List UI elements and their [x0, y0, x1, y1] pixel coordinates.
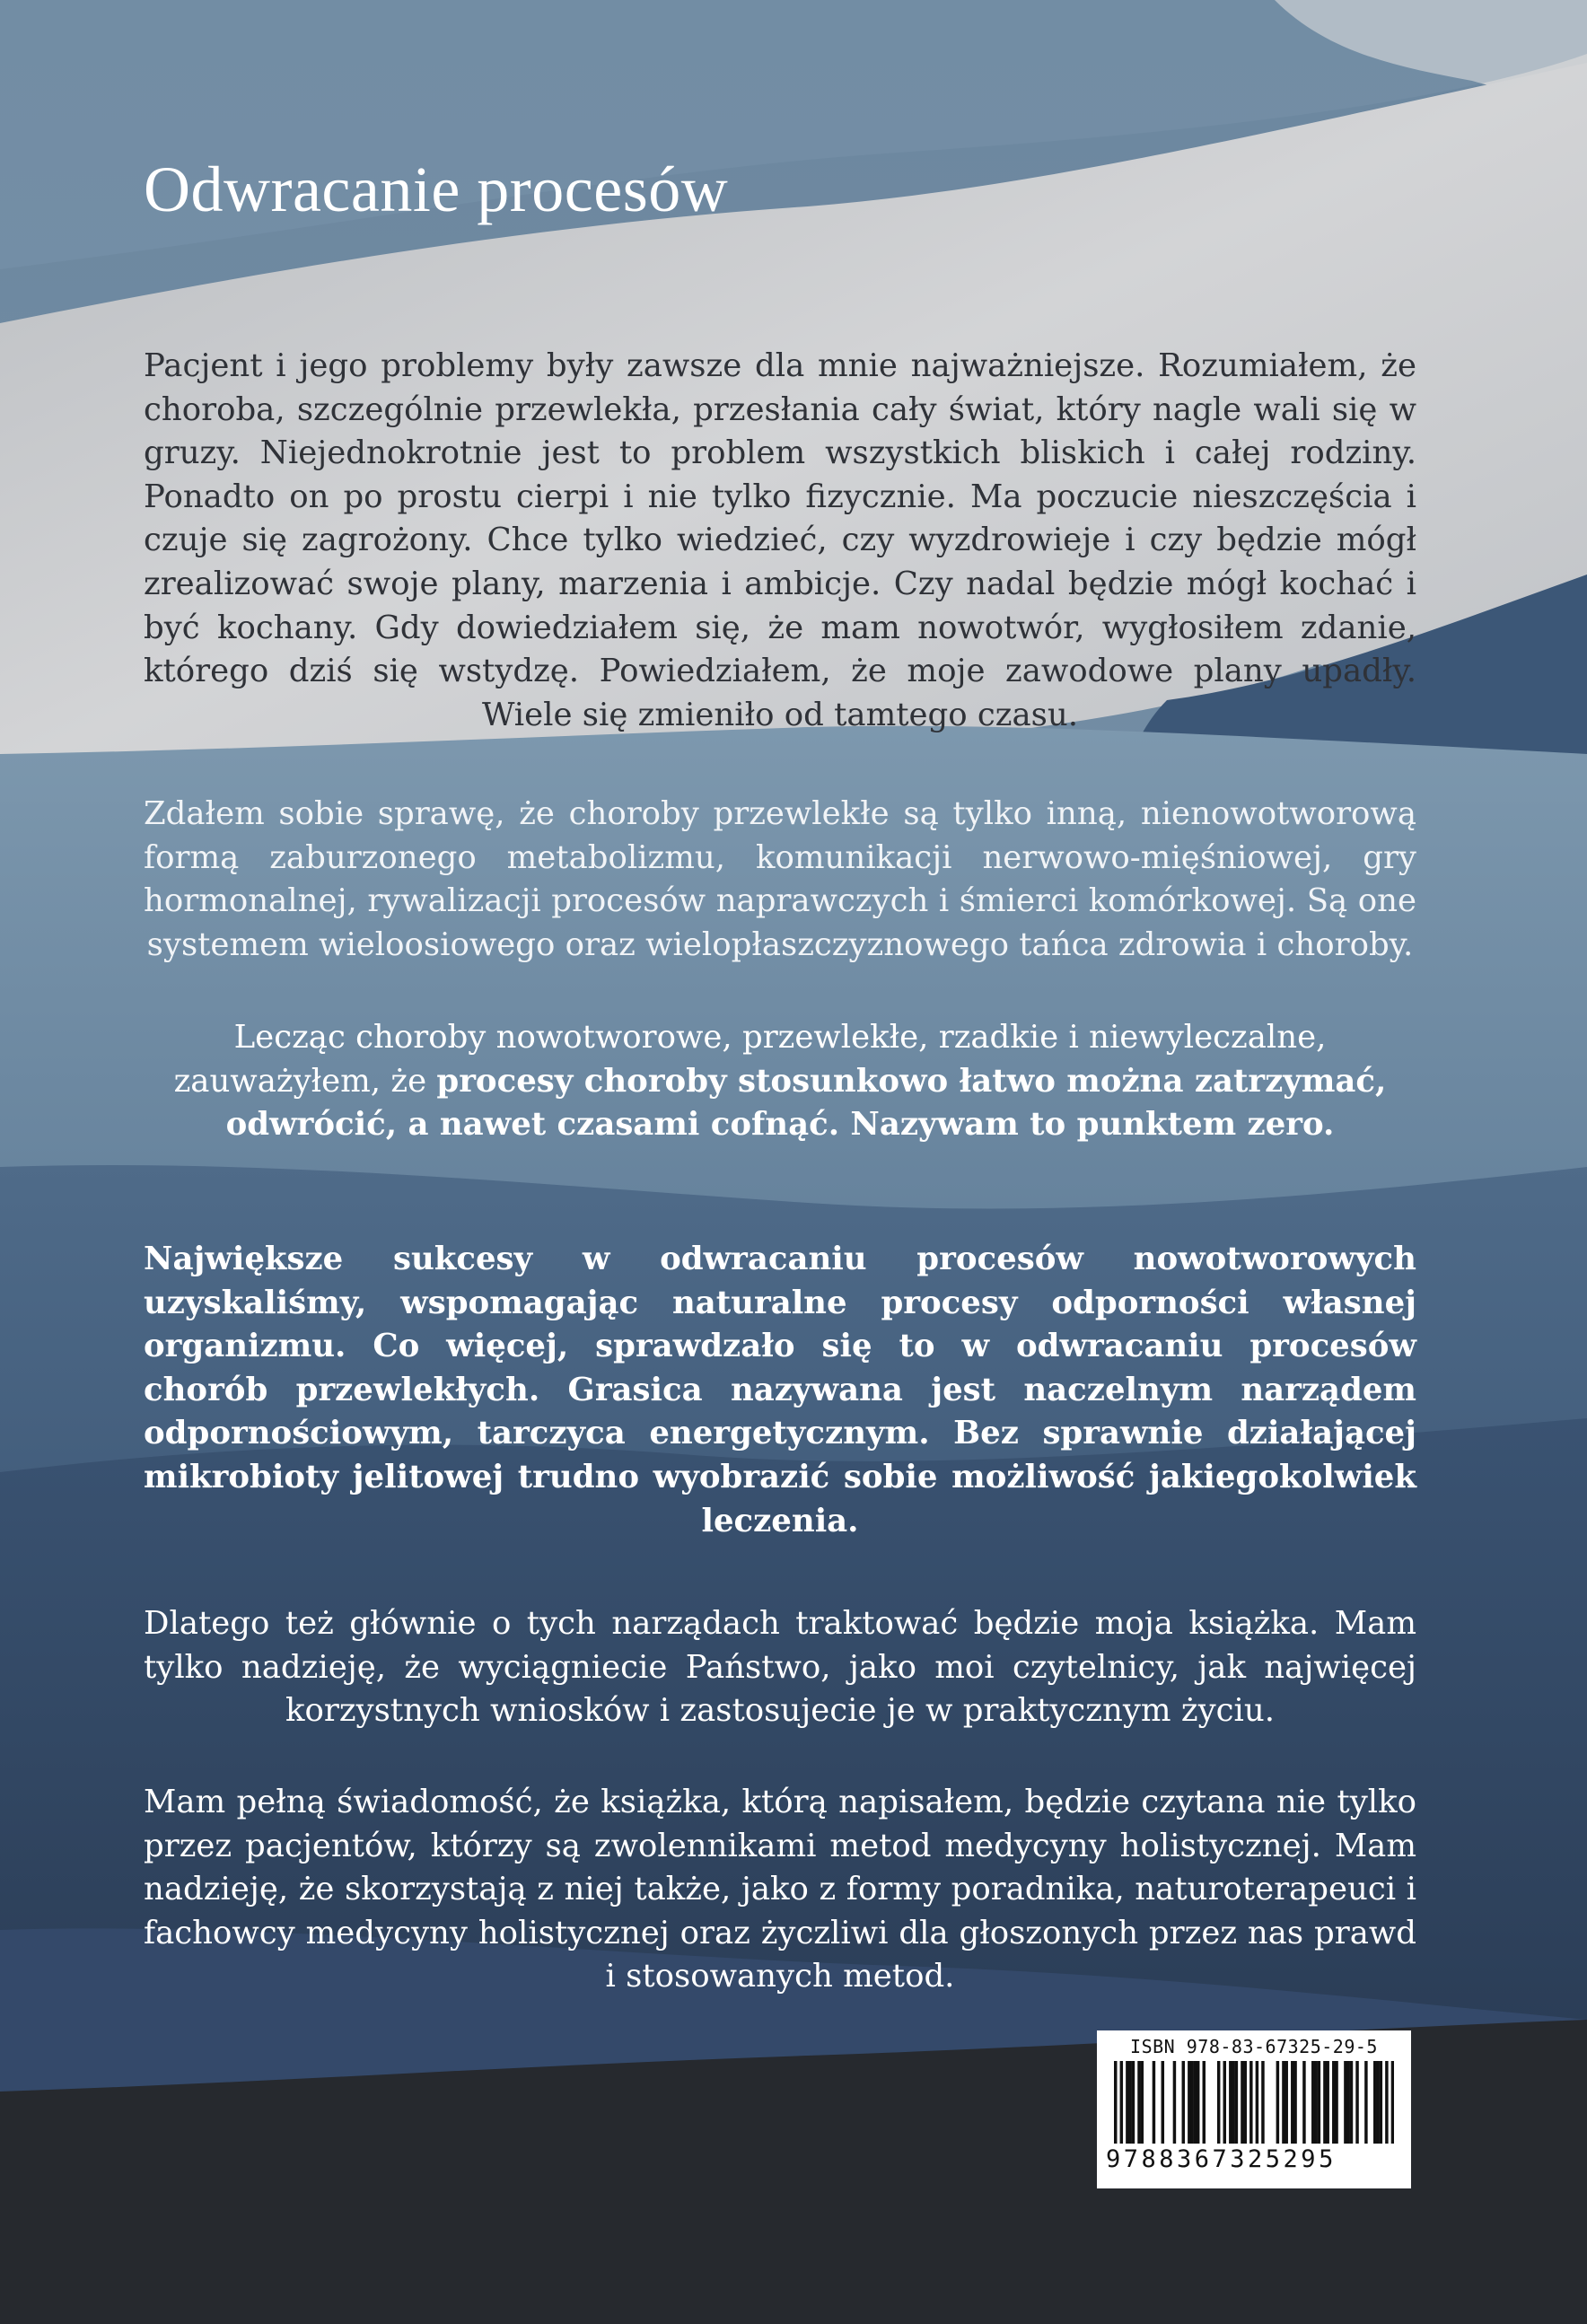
barcode-bar: [1162, 2061, 1164, 2144]
barcode-bar: [1249, 2061, 1252, 2144]
barcode-bar: [1128, 2061, 1131, 2144]
page-title: Odwracanie procesów: [144, 153, 729, 225]
barcode-bar: [1364, 2061, 1367, 2144]
barcode-bar: [1291, 2061, 1293, 2144]
barcode-bar: [1137, 2061, 1140, 2144]
barcode-bar: [1126, 2061, 1128, 2144]
barcode-bar: [1197, 2061, 1199, 2144]
barcode-bar: [1173, 2061, 1176, 2144]
ean-digits: 9788367325295: [1106, 2145, 1337, 2173]
barcode-bar: [1190, 2061, 1193, 2144]
barcode-bar: [1256, 2061, 1258, 2144]
barcode-bar: [1182, 2061, 1185, 2144]
barcode-bar: [1350, 2061, 1353, 2144]
barcode-bar: [1120, 2061, 1123, 2144]
barcode-bar: [1285, 2061, 1287, 2144]
paragraph-6: Mam pełną świadomość, że książka, którą napisałem, będzie czytana nie tylko przez pacjentów, którzy są zwolennikami metod medycyny holistycznej. Mam nadzieję, że skorzystają z niej także, jako z formy poradnika, naturoterapeuci i fachowcy medycyny holistycznej oraz życzliwi dla głoszonych przez nas prawd i stosowanych metod.: [144, 1784, 1416, 1995]
barcode-bar: [1344, 2061, 1346, 2144]
barcode-bar: [1335, 2061, 1337, 2144]
paragraph-1: Pacjent i jego problemy były zawsze dla mnie najważniejsze. Rozumiałem, że choroba, szczególnie przewlekła, przesłania cały świat, który nagle wali się w gruzy. Niejednokrotnie jest to problem wszystkich bliskich i całej rodziny. Ponadto on po prostu cierpi i nie tylko fizycznie. Ma poczucie nieszczęścia i czuje się zagrożony. Chce tylko wiedzieć, czy wyzdrowieje i czy będzie mógł zrealizować swoje plany, marzenia i ambicje. Czy nadal będzie mógł kochać i być kochany. Gdy dowiedziałem się, że mam nowotwór, wygłosiłem zdanie, którego dziś się wstydzę. Powiedziałem, że moje zawodowe plany upadły. Wiele się zmieniło od tamtego czasu.: [144, 347, 1416, 733]
paragraph-2: Zdałem sobie sprawę, że choroby przewlekłe są tylko inną, nienowotworową formą zaburzonego metabolizmu, komunikacji nerwowo-mięśniowej, gry hormonalnej, rywalizacji procesów naprawczych i śmierci komórkowej. Są one systemem wieloosiowego oraz wielopłaszczyznowego tańca zdrowia i choroby.: [144, 795, 1416, 963]
barcode-bar: [1132, 2061, 1135, 2144]
barcode-bar: [1293, 2061, 1296, 2144]
barcode-bar: [1241, 2061, 1243, 2144]
barcode-bar: [1326, 2061, 1328, 2144]
barcode-bar: [1203, 2061, 1206, 2144]
barcode-bar: [1217, 2061, 1220, 2144]
barcode-bar: [1323, 2061, 1326, 2144]
paragraph-3-bold: procesy choroby stosunkowo łatwo można zatrzymać, odwrócić, a nawet czasami cofnąć. Nazywam to punktem zero.: [225, 1062, 1387, 1144]
barcode-bar: [1311, 2061, 1314, 2144]
barcode-bar: [1346, 2061, 1349, 2144]
barcode-bar: [1380, 2061, 1382, 2144]
barcode-bar: [1235, 2061, 1238, 2144]
paragraph-5: Dlatego też głównie o tych narządach traktować będzie moja książka. Mam tylko nadzieję, że wyciągniecie Państwo, jako moi czytelnicy, jak najwięcej korzystnych wniosków i zastosujecie je w praktycznym życiu.: [144, 1605, 1416, 1730]
barcode-bar: [1188, 2061, 1190, 2144]
isbn-label: ISBN 978-83-67325-29-5: [1130, 2036, 1378, 2057]
barcode-bar: [1229, 2061, 1232, 2144]
paragraph-4: Największe sukcesy w odwracaniu procesów nowotworowych uzyskaliśmy, wspomagając naturalne procesy odporności własnej organizmu. Co więcej, sprawdzało się to w odwracaniu procesów chorób przewlekłych. Grasica nazywana jest naczelnym narządem odpornościowym, tarczyca energetycznym. Bez sprawnie działającej mikrobioty jelitowej trudno wyobrazić sobie możliwość jakiegokolwiek leczenia.: [144, 1241, 1416, 1539]
barcode-bar: [1385, 2061, 1388, 2144]
barcode-bar: [1373, 2061, 1376, 2144]
barcode-bar: [1261, 2061, 1264, 2144]
barcode-bar: [1355, 2061, 1358, 2144]
barcode-bar: [1282, 2061, 1285, 2144]
barcode-bar: [1332, 2061, 1335, 2144]
barcode-bar: [1391, 2061, 1394, 2144]
barcode-bar: [1194, 2061, 1197, 2144]
barcode-bar: [1141, 2061, 1144, 2144]
barcode-bar: [1223, 2061, 1226, 2144]
barcode-bar: [1318, 2061, 1320, 2144]
barcode-bar: [1114, 2061, 1117, 2144]
barcode-bar: [1153, 2061, 1155, 2144]
barcode-bars: [1114, 2061, 1394, 2144]
paragraph-3-intro: Lecząc choroby nowotworowe, przewlekłe, rzadkie i niewyleczalne, zauważyłem, że: [173, 1019, 1327, 1100]
barcode-bar: [1276, 2061, 1279, 2144]
paragraph-3: [144, 1016, 1416, 1147]
barcode-bar: [1376, 2061, 1379, 2144]
barcode-bar: [1244, 2061, 1247, 2144]
isbn-barcode: [1097, 2030, 1411, 2188]
barcode-bar: [1314, 2061, 1317, 2144]
barcode-bar: [1302, 2061, 1305, 2144]
barcode-bar: [1232, 2061, 1234, 2144]
